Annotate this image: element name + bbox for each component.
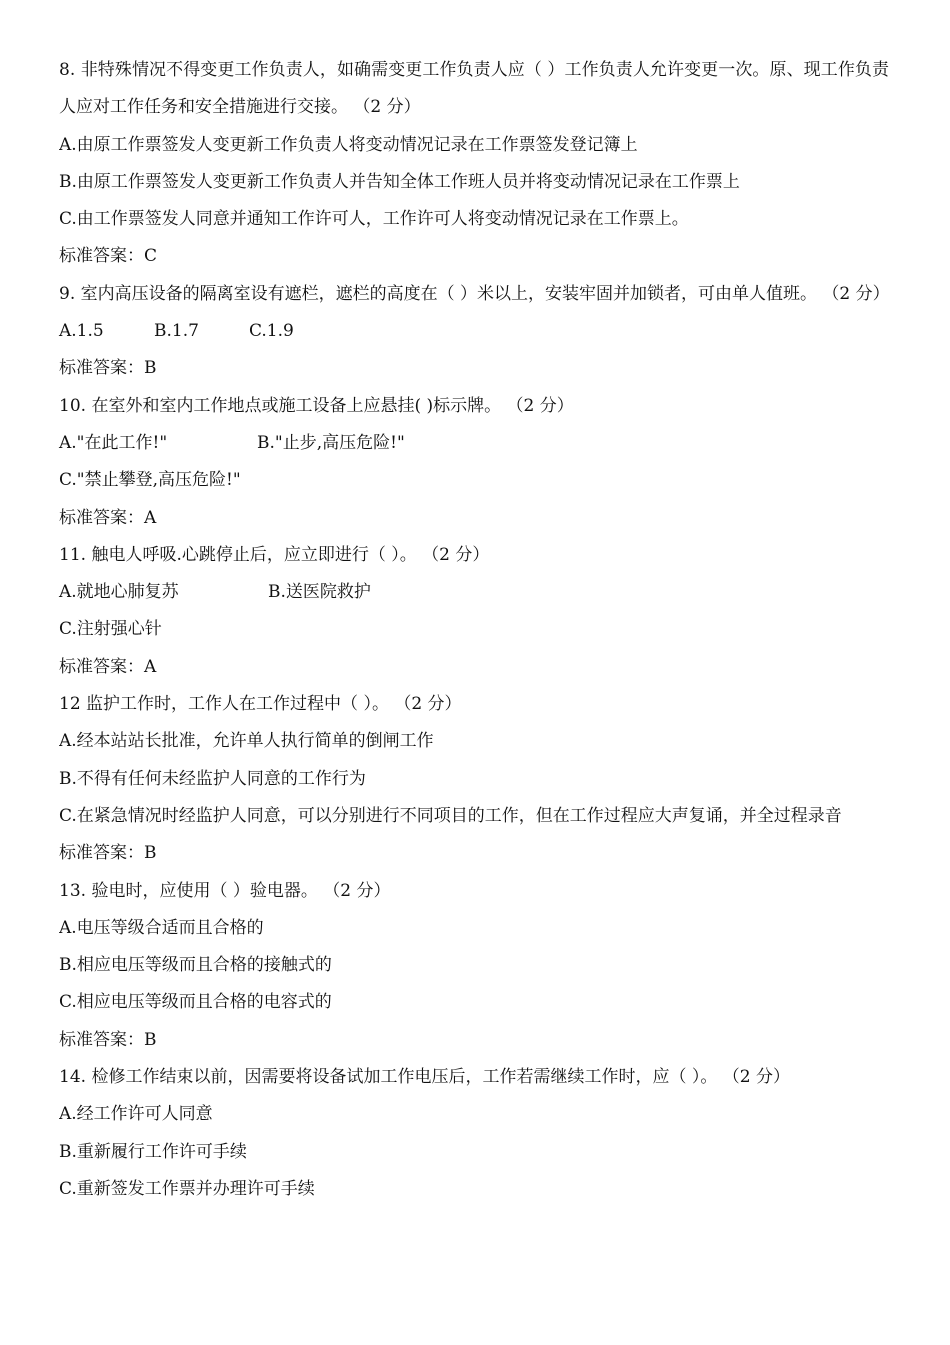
question-10-answer: 标准答案：A — [59, 507, 157, 528]
question-14-option-b: B.重新履行工作许可手续 — [59, 1141, 247, 1162]
question-9-option-c: C.1.9 — [249, 321, 294, 342]
question-10-option-c: C."禁止攀登,高压危险!" — [59, 470, 241, 491]
question-12-option-a: A.经本站站长批准，允许单人执行简单的倒闸工作 — [59, 731, 434, 752]
question-8-answer: 标准答案：C — [59, 246, 158, 267]
question-11-options-row — [59, 574, 889, 611]
question-8-stem: 8. 非特殊情况不得变更工作负责人，如确需变更工作负责人应（ ）工作负责人允许变更一次。原、现工作负责人应对工作任务和安全措施进行交接。 （2 分） — [59, 60, 889, 118]
question-10-option-a: A."在此工作!" — [59, 432, 168, 453]
question-11-option-b: B.送医院救护 — [268, 582, 371, 603]
question-12-stem: 12 监护工作时，工作人在工作过程中（ ）。 （2 分） — [59, 694, 462, 715]
question-11-stem: 11. 触电人呼吸.心跳停止后，应立即进行（ ）。 （2 分） — [59, 544, 490, 565]
question-14-option-a: A.经工作许可人同意 — [59, 1104, 213, 1125]
question-11-option-a: A.就地心肺复苏 — [59, 582, 179, 603]
question-9-answer: 标准答案：B — [59, 358, 157, 379]
question-13-stem: 13. 验电时，应使用（ ）验电器。 （2 分） — [59, 880, 391, 901]
question-11-answer: 标准答案：A — [59, 656, 157, 677]
question-14-option-c: C.重新签发工作票并办理许可手续 — [59, 1178, 315, 1199]
question-13-option-c: C.相应电压等级而且合格的电容式的 — [59, 992, 332, 1013]
question-13-option-b: B.相应电压等级而且合格的接触式的 — [59, 955, 332, 976]
question-10-options-row — [59, 425, 889, 462]
document-page — [59, 52, 889, 1208]
question-12-option-c: C.在紧急情况时经监护人同意，可以分别进行不同项目的工作，但在工作过程应大声复诵，并全过程录音 — [59, 805, 842, 826]
question-13-option-a: A.电压等级合适而且合格的 — [59, 917, 264, 938]
question-14-stem: 14. 检修工作结束以前，因需要将设备试加工作电压后，工作若需继续工作时，应（ ）。 （2 分） — [59, 1067, 790, 1088]
question-13-answer: 标准答案：B — [59, 1029, 157, 1050]
question-8-option-c: C.由工作票签发人同意并通知工作许可人，工作许可人将变动情况记录在工作票上。 — [59, 209, 689, 230]
question-8-option-a: A.由原工作票签发人变更新工作负责人将变动情况记录在工作票签发登记簿上 — [59, 134, 638, 155]
question-11-option-c: C.注射强心针 — [59, 619, 162, 640]
question-10-stem: 10. 在室外和室内工作地点或施工设备上应悬挂( )标示牌。 （2 分） — [59, 395, 574, 416]
question-12-answer: 标准答案：B — [59, 843, 157, 864]
question-10-option-b: B."止步,高压危险!" — [257, 432, 405, 453]
question-9-stem: 9. 室内高压设备的隔离室设有遮栏，遮栏的高度在（ ）米以上，安装牢固并加锁者，可由单人值班。 （2 分） — [59, 283, 890, 304]
question-9-option-a: A.1.5 — [59, 321, 104, 342]
question-12-option-b: B.不得有任何未经监护人同意的工作行为 — [59, 768, 366, 789]
question-8-option-b: B.由原工作票签发人变更新工作负责人并告知全体工作班人员并将变动情况记录在工作票上 — [59, 171, 740, 192]
question-9-option-b: B.1.7 — [154, 321, 199, 342]
question-9-options-row — [59, 313, 889, 350]
